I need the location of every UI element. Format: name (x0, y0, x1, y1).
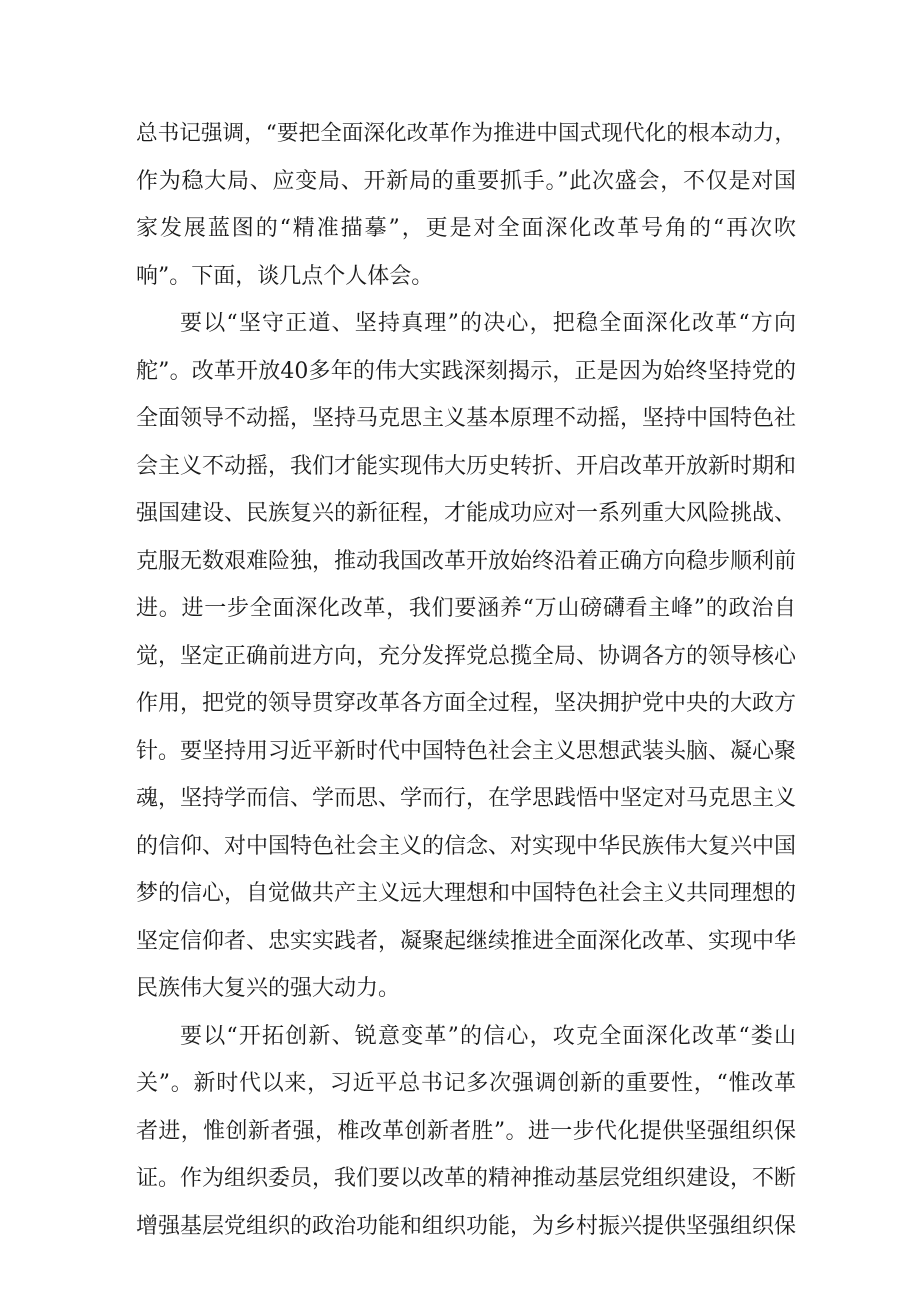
text-line: 家发展蓝图的“精准描摹”，更是对全面深化改革号角的“再次吹 (136, 216, 796, 241)
text-line: 克服无数艰难险独，推动我国改革开放始终沿着正确方向稳步顺利前 (136, 548, 797, 574)
text-line: 觉，坚定正确前进方向，充分发挥党总揽全局、协调各方的领导核心 (136, 643, 797, 669)
text-line: 强国建设、民族复兴的新征程，才能成功应对一系列重大风险挑战、 (136, 501, 797, 526)
text-line: 者进，惟创新者强，椎改革创新者胜”。进一步代化提供坚强组织保 (136, 1118, 796, 1144)
text-line: 作为稳大局、应变局、开新局的重要抓手。”此次盛会，不仅是对国 (136, 168, 796, 194)
text-line: 关”。新时代以来，习近平总书记多次强调创新的重要性，“惟改革 (136, 1071, 796, 1096)
text-line: 的信仰、对中国特色社会主义的信念、对实现中华民族伟大复兴中国 (136, 833, 797, 859)
text-line: 要以“开拓创新、锐意变革”的信心，攻克全面深化改革“娄山 (180, 1023, 796, 1049)
text-line: 要以“坚守正道、坚持真理”的决心，把稳全面深化改革“方向 (180, 311, 796, 336)
text-line: 梦的信心，自觉做共产主义远大理想和中国特色社会主义共同理想的 (136, 881, 797, 906)
text-line: 民族伟大复兴的强大动力。 (136, 976, 401, 1001)
text-line: 全面领导不动摇，坚持马克思主义基本原理不动摇，坚持中国特色社 (136, 406, 797, 431)
text-line: 坚定信仰者、忠实实践者，凝聚起继续推进全面深化改革、实现中华 (136, 928, 797, 954)
document-body (136, 110, 796, 1250)
text-line: 舵”。改革开放40多年的伟大实践深刻揭示，正是因为始终坚持党的 (136, 358, 796, 384)
text-line: 针。要坚持用习近平新时代中国特色社会主义思想武装头脑、凝心聚 (136, 738, 797, 764)
text-line: 响”。下面，谈几点个人体会。 (136, 263, 434, 289)
text-line: 进。进一步全面深化改革，我们要涵养“万山磅礴看主峰”的政治自 (136, 596, 796, 621)
text-line: 证。作为组织委员，我们要以改革的精神推动基层党组织建设，不断 (136, 1166, 797, 1191)
text-line: 增强基层党组织的政治功能和组织功能，为乡村振兴提供坚强组织保 (136, 1213, 797, 1239)
text-line: 作用，把党的领导贯穿改革各方面全过程，坚决拥护党中央的大政方 (136, 691, 797, 716)
text-line: 会主义不动摇，我们才能实现伟大历史转折、开启改革开放新时期和 (136, 453, 797, 479)
text-line: 总书记强调，“要把全面深化改革作为推进中国式现代化的根本动力， (136, 121, 796, 146)
text-line: 魂，坚持学而信、学而思、学而行，在学思践悟中坚定对马克思主义 (136, 786, 797, 811)
